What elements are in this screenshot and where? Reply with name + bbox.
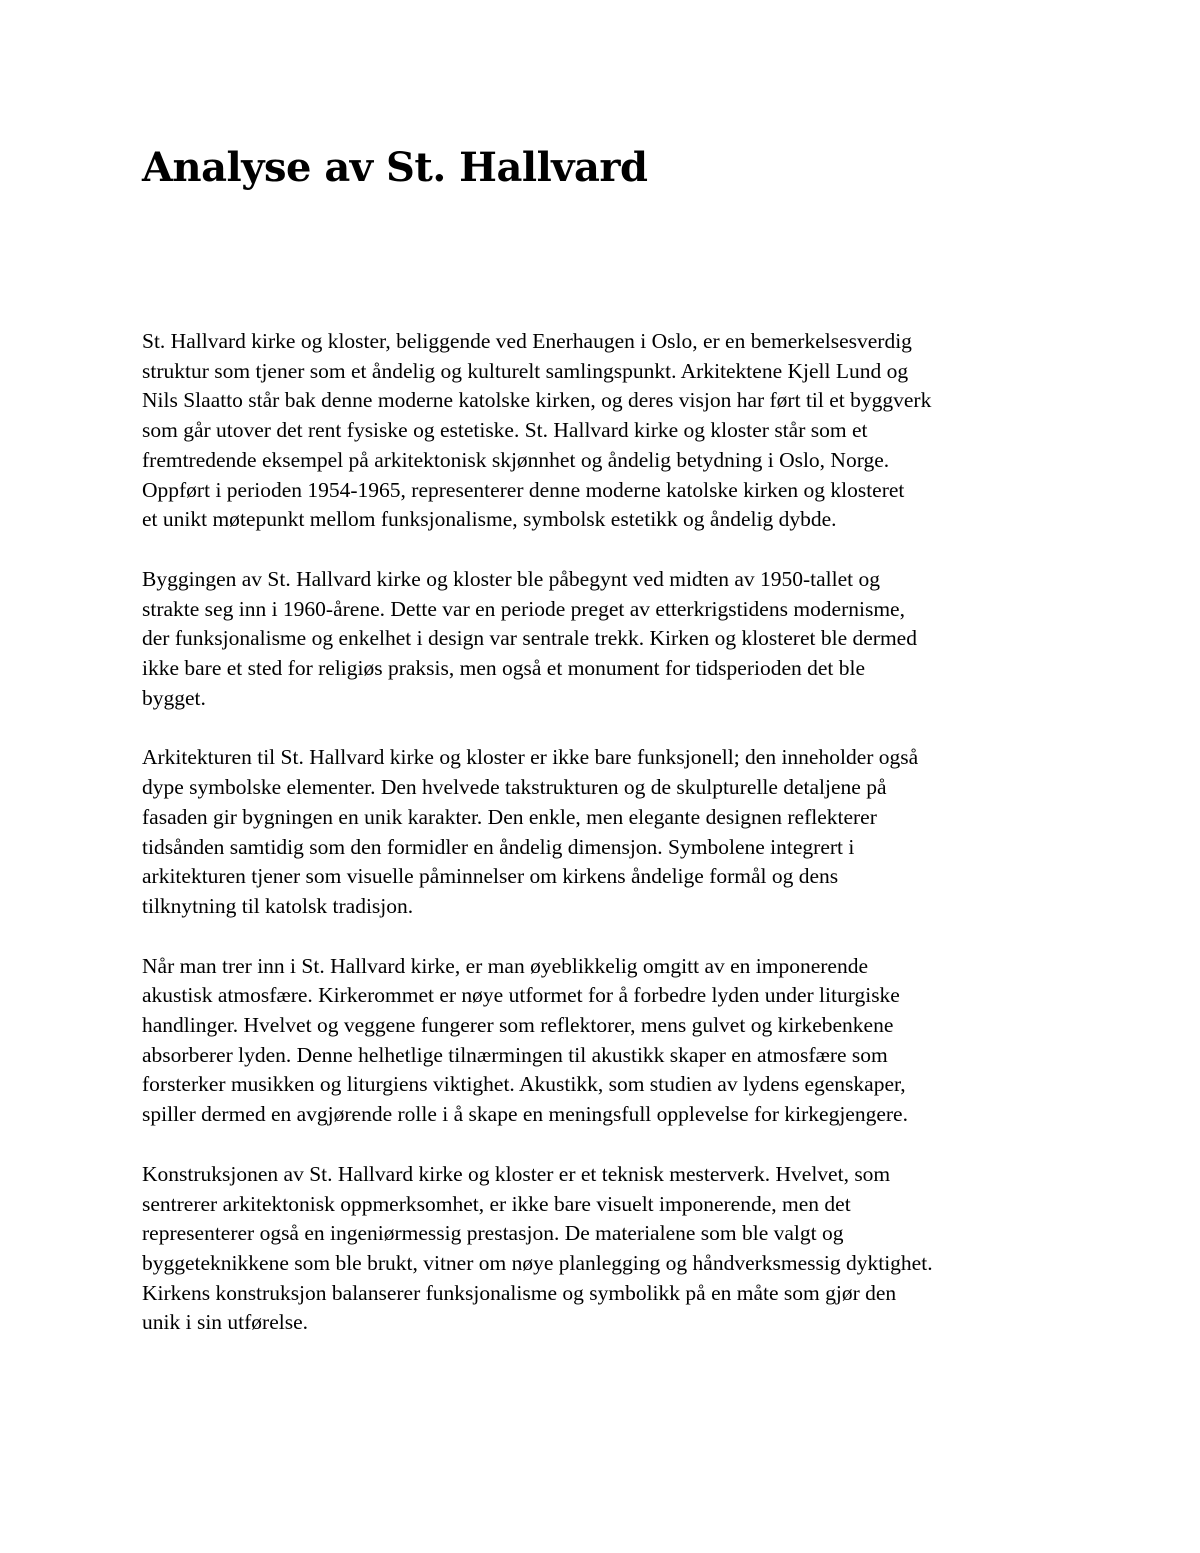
text-line: et unikt møtepunkt mellom funksjonalisme, symbolsk estetikk og åndelig dybde. xyxy=(142,507,837,532)
text-line: handlinger. Hvelvet og veggene fungerer som reflektorer, mens gulvet og kirkebenkene xyxy=(142,1013,894,1038)
text-line: fremtredende eksempel på arkitektonisk skjønnhet og åndelig betydning i Oslo, Norge. xyxy=(142,447,890,472)
paragraph-history xyxy=(142,565,1072,714)
paragraph-construction xyxy=(142,1160,1072,1338)
paragraph-architecture xyxy=(142,743,1072,921)
text-line: unik i sin utførelse. xyxy=(142,1310,309,1335)
text-line: som går utover det rent fysiske og estetiske. St. Hallvard kirke og kloster står som et xyxy=(142,418,868,443)
text-line: strakte seg inn i 1960-årene. Dette var en periode preget av etterkrigstidens modernisme, xyxy=(142,596,905,621)
text-line: Byggingen av St. Hallvard kirke og kloster ble påbegynt ved midten av 1950-tallet og xyxy=(142,566,881,591)
text-line: struktur som tjener som et åndelig og kulturelt samlingspunkt. Arkitektene Kjell Lund og xyxy=(142,358,909,383)
text-line: forsterker musikken og liturgiens viktighet. Akustikk, som studien av lydens egenskaper, xyxy=(142,1072,906,1097)
paragraph-introduction xyxy=(142,327,1072,535)
text-line: Når man trer inn i St. Hallvard kirke, er man øyeblikkelig omgitt av en imponerende xyxy=(142,953,869,978)
text-line: dype symbolske elementer. Den hvelvede takstrukturen og de skulpturelle detaljene på xyxy=(142,775,887,800)
document-title: Analyse av St. Hallvard xyxy=(142,144,648,191)
text-line: tilknytning til katolsk tradisjon. xyxy=(142,893,414,918)
text-line: ikke bare et sted for religiøs praksis, men også et monument for tidsperioden det ble xyxy=(142,656,866,681)
text-line: fasaden gir bygningen en unik karakter. Den enkle, men elegante designen reflekterer xyxy=(142,804,877,829)
document-body xyxy=(142,327,1072,1368)
text-line: absorberer lyden. Denne helhetlige tilnærmingen til akustikk skaper en atmosfære som xyxy=(142,1042,888,1067)
text-line: bygget. xyxy=(142,685,206,710)
text-line: arkitekturen tjener som visuelle påminnelser om kirkens åndelige formål og dens xyxy=(142,864,839,889)
text-line: Kirkens konstruksjon balanserer funksjonalisme og symbolikk på en måte som gjør den xyxy=(142,1280,897,1305)
paragraph-acoustics xyxy=(142,952,1072,1130)
text-line: tidsånden samtidig som den formidler en åndelig dimensjon. Symbolene integrert i xyxy=(142,834,855,859)
text-line: representerer også en ingeniørmessig prestasjon. De materialene som ble valgt og xyxy=(142,1221,844,1246)
text-line: der funksjonalisme og enkelhet i design var sentrale trekk. Kirken og klosteret ble dermed xyxy=(142,626,917,651)
text-line: sentrerer arkitektonisk oppmerksomhet, er ikke bare visuelt imponerende, men det xyxy=(142,1191,851,1216)
text-line: Nils Slaatto står bak denne moderne katolske kirken, og deres visjon har ført til et byggverk xyxy=(142,388,932,413)
text-line: akustisk atmosfære. Kirkerommet er nøye utformet for å forbedre lyden under liturgiske xyxy=(142,983,900,1008)
text-line: Arkitekturen til St. Hallvard kirke og kloster er ikke bare funksjonell; den inneholder også xyxy=(142,745,919,770)
text-line: spiller dermed en avgjørende rolle i å skape en meningsfull opplevelse for kirkegjengere. xyxy=(142,1102,908,1127)
text-line: Konstruksjonen av St. Hallvard kirke og kloster er et teknisk mesterverk. Hvelvet, som xyxy=(142,1161,891,1186)
text-line: Oppført i perioden 1954-1965, representerer denne moderne katolske kirken og klosteret xyxy=(142,477,905,502)
text-line: byggeteknikkene som ble brukt, vitner om nøye planlegging og håndverksmessig dyktighet. xyxy=(142,1250,933,1275)
text-line: St. Hallvard kirke og kloster, beliggende ved Enerhaugen i Oslo, er en bemerkelsesverdig xyxy=(142,329,912,353)
